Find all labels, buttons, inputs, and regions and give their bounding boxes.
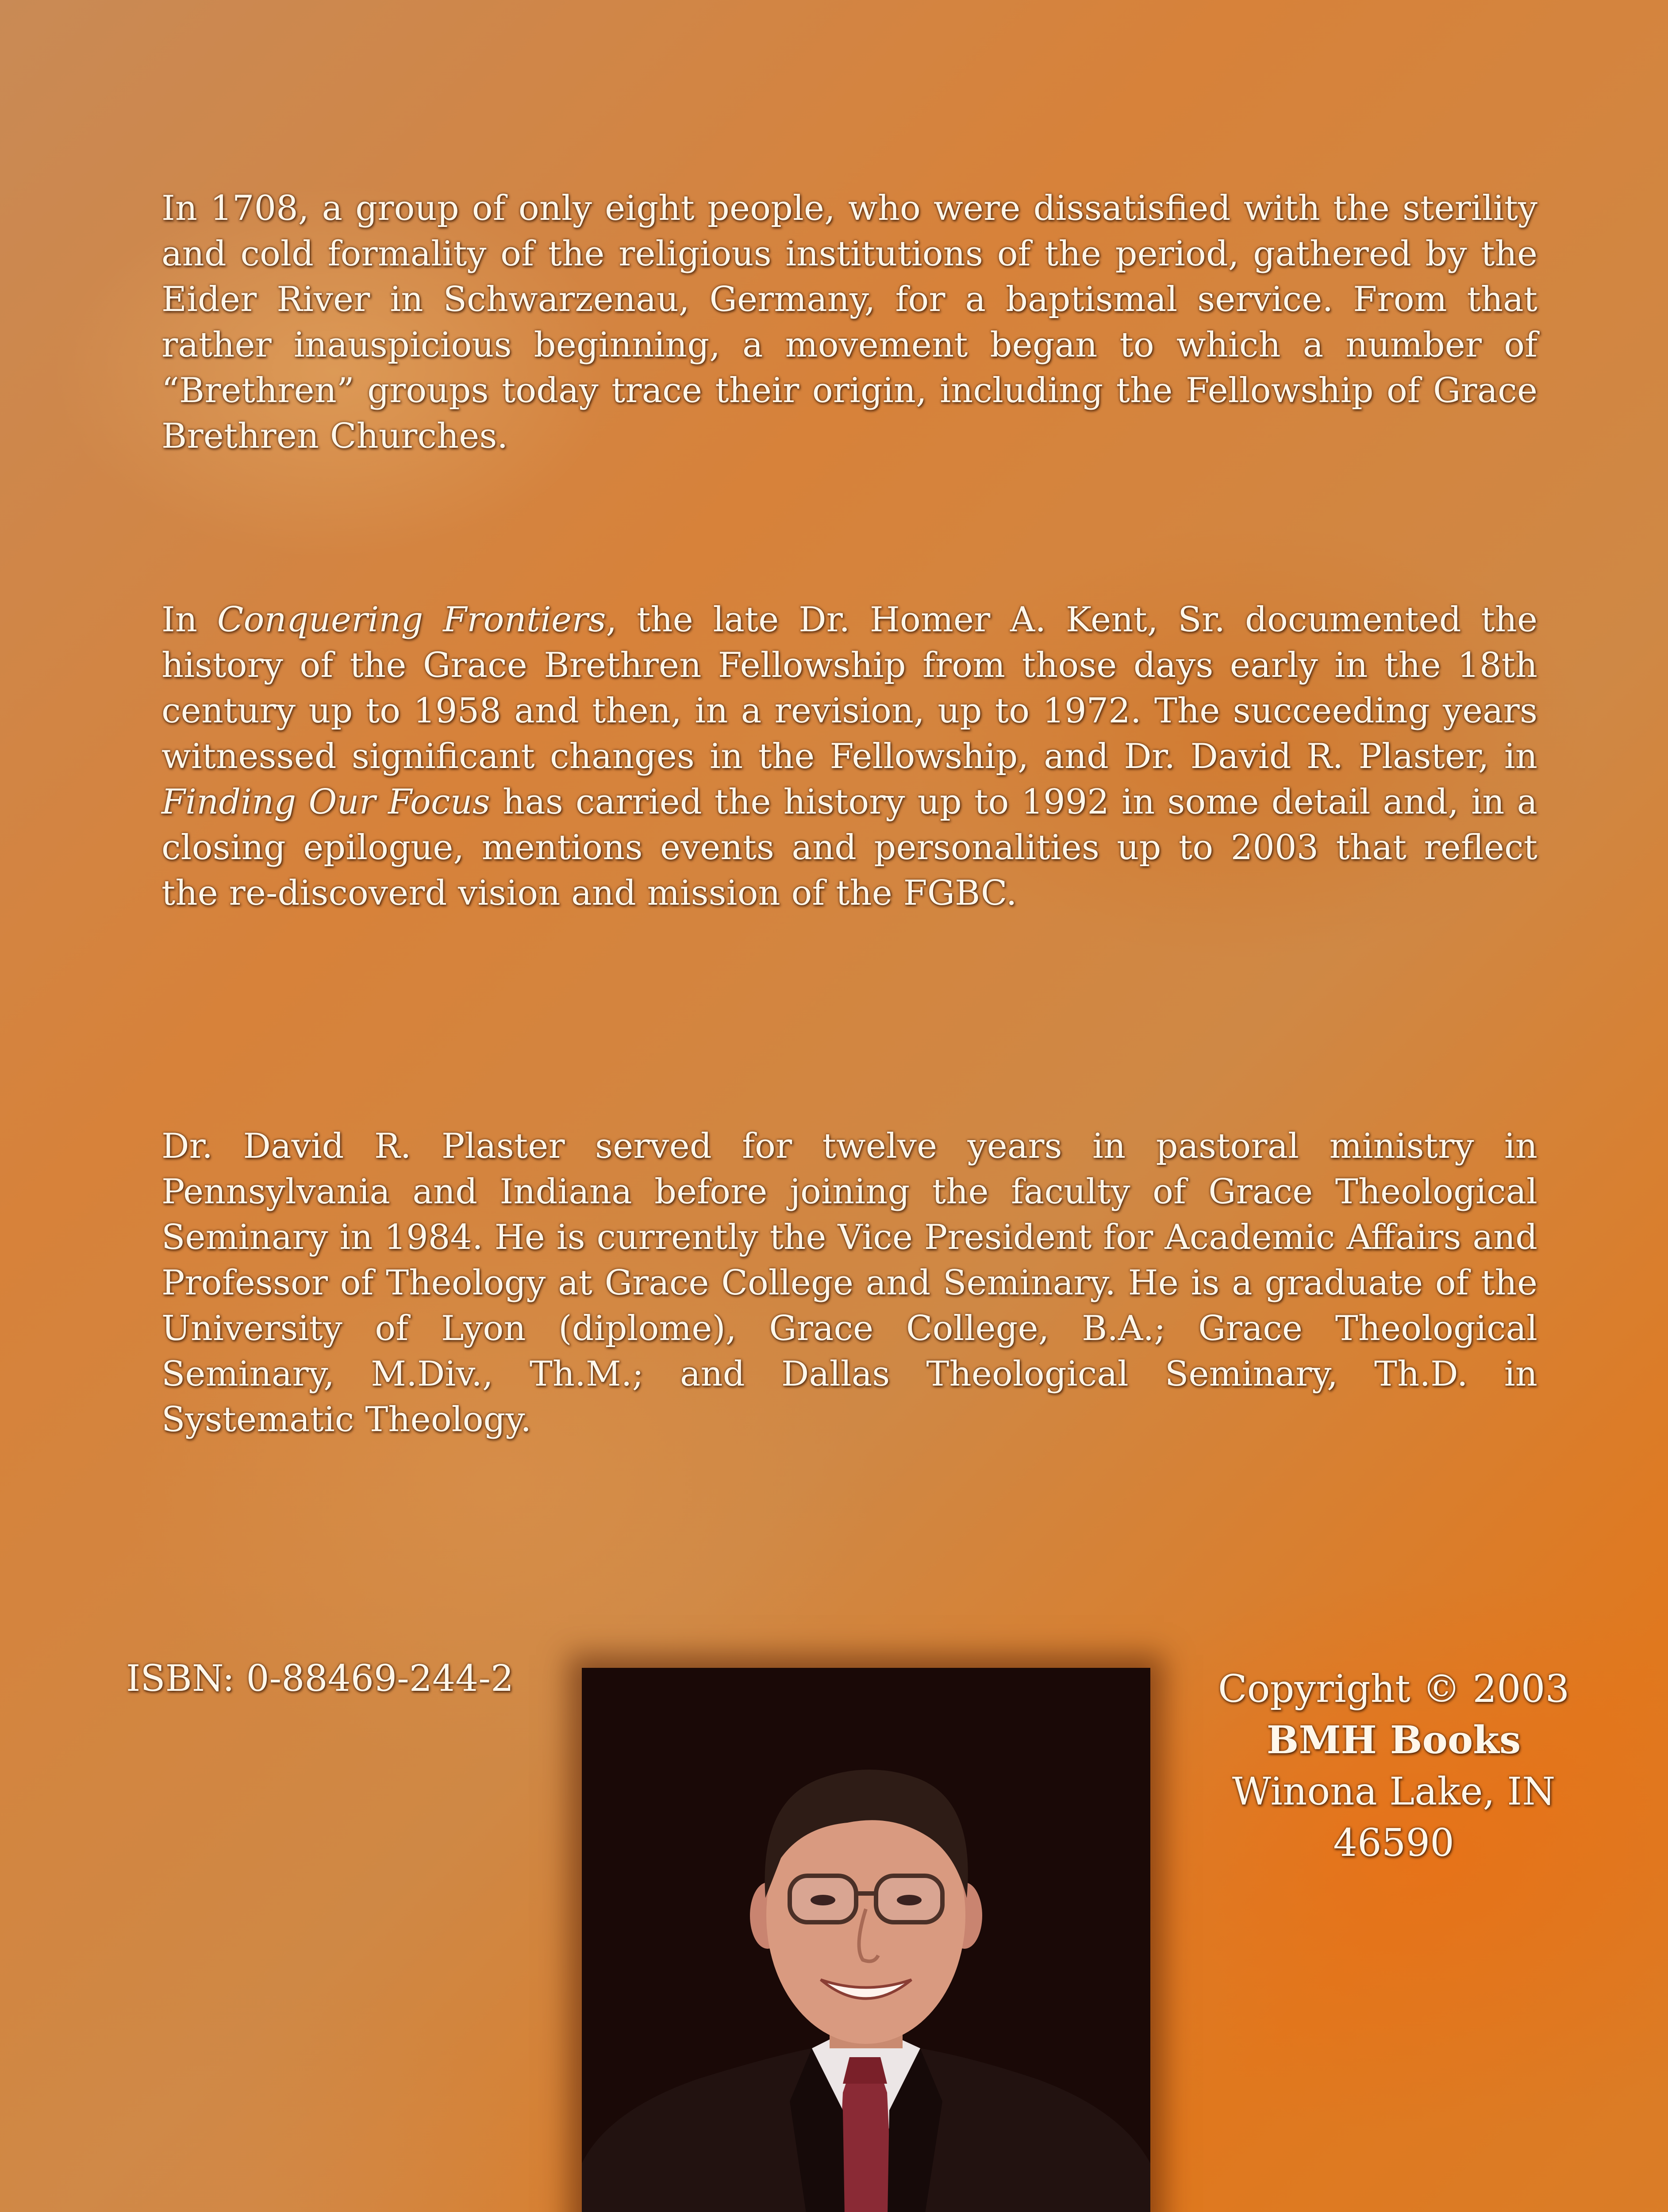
publisher-info (1172, 1663, 1615, 1869)
para2-middle: , the late Dr. Homer A. Kent, Sr. documented the history of the Grace Brethren Fellowship from those days early in the 18th century up to 1958 and then, in a revision, up to 1972. The succeeding years witnessed significant changes in the Fellowship, and Dr. David R. Plaster, in (161, 600, 1538, 776)
blurb-paragraph-books (161, 597, 1537, 916)
author-bio-paragraph: Dr. David R. Plaster served for twelve years in pastoral ministry in Pennsylvania and Indiana before joining the faculty of Grace Theological Seminary in 1984. He is currently the Vice President for Academic Affairs and Professor of Theology at Grace College and Seminary. He is a graduate of the University of Lyon (diplome), Grace College, B.A.; Grace Theological Seminary, M.Div., Th.M.; and Dallas Theological Seminary, Th.D. in Systematic Theology. (161, 1126, 1537, 1440)
para2-prefix: In (161, 600, 217, 640)
publisher-location: Winona Lake, IN 46590 (1232, 1770, 1556, 1865)
author-photo (582, 1668, 1150, 2212)
para2-suffix: has carried the history up to 1992 in some detail and, in a closing epilogue, mentions events and personalities up to 2003 that reflect the re-discoverd vision and mission of the FGBC. (161, 782, 1537, 913)
author-portrait-illustration (582, 1668, 1150, 2212)
book-title-finding-our-focus: Finding Our Focus (161, 782, 490, 822)
isbn-number: ISBN: 0-88469-244-2 (126, 1658, 514, 1700)
book-title-conquering-frontiers: Conquering Frontiers (217, 600, 606, 640)
copyright-line: Copyright © 2003 (1218, 1667, 1570, 1711)
publisher-name: BMH Books (1266, 1718, 1521, 1763)
blurb-paragraph-history: In 1708, a group of only eight people, who were dissatisfied with the sterility and cold formality of the religious institutions of the period, gathered by the Eider River in Schwarzenau, Germany, for a baptismal service. From that rather inauspicious beginning, a movement began to which a number of “Brethren” groups today trace their origin, including the Fellowship of Grace Brethren Churches. (161, 188, 1537, 456)
